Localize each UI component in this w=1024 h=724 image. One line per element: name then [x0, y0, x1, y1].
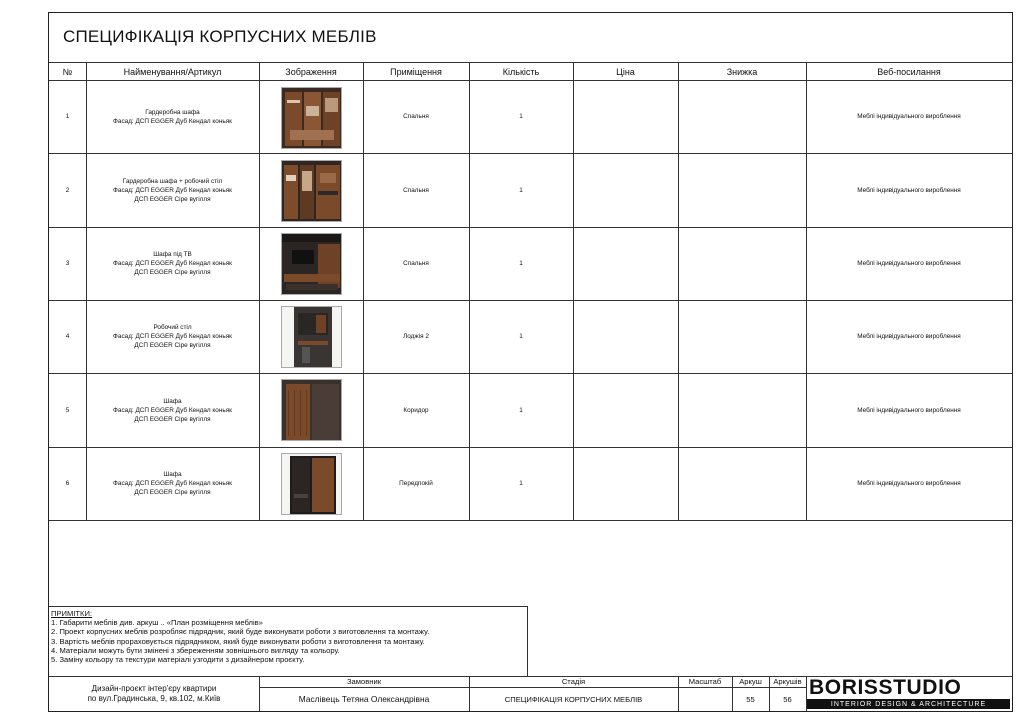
web-link: Меблі індивідуального вироблення — [857, 113, 961, 120]
item-title: Гардеробна шафа + робочий стіл — [122, 177, 223, 185]
quantity-value: 1 — [519, 480, 523, 487]
quantity-value: 1 — [519, 333, 523, 340]
item-material: ДСП EGGER Сіре вугілля — [134, 415, 211, 423]
hallway-cabinet-photo — [281, 453, 342, 515]
room-value: Коридор — [403, 406, 429, 414]
item-material: Фасад: ДСП EGGER Дуб Кендал коньяк — [113, 186, 232, 194]
note-item: 1. Габарити меблів див. аркуш .. «План розміщення меблів» — [51, 618, 263, 628]
row-number: 3 — [65, 260, 70, 267]
notes-title: ПРИМІТКИ: — [51, 609, 93, 618]
sheets-label: Аркушів — [773, 677, 802, 686]
col-line — [678, 62, 679, 520]
header-price: Ціна — [616, 66, 635, 77]
quantity-value: 1 — [519, 186, 523, 194]
web-link: Меблі індивідуального вироблення — [857, 406, 961, 414]
item-material: ДСП EGGER Сіре вугілля — [134, 195, 211, 203]
item-material: ДСП EGGER Сіре вугілля — [134, 489, 211, 496]
item-material: ДСП EGGER Сіре вугілля — [134, 342, 211, 349]
header-room: Приміщення — [390, 66, 442, 77]
item-material: ДСП EGGER Сіре вугілля — [134, 269, 211, 276]
wardrobe-desk-photo — [281, 160, 342, 222]
row-number: 5 — [65, 406, 70, 414]
client-value: Маслівець Тетяна Олександрівна — [298, 694, 430, 704]
col-line — [573, 62, 574, 520]
header-name: Найменування/Артикул — [123, 66, 222, 77]
row-number: 6 — [65, 480, 70, 487]
room-value: Спальня — [403, 186, 429, 194]
room-value: Передпокій — [399, 480, 433, 487]
page-title: СПЕЦИФІКАЦІЯ КОРПУСНИХ МЕБЛІВ — [63, 27, 377, 46]
item-title: Шафа під ТВ — [153, 251, 192, 258]
header-quantity: Кількість — [502, 66, 540, 77]
sheets-value: 56 — [783, 694, 792, 704]
tv-cabinet-photo — [281, 233, 342, 295]
room-value: Лоджія 2 — [403, 333, 429, 340]
item-material: Фасад: ДСП EGGER Дуб Кендал коньяк — [113, 333, 232, 340]
note-item: 4. Матеріали можуть бути змінені з збереженням зовнішнього вигляду та кольору. — [51, 645, 340, 655]
row-number: 2 — [65, 186, 70, 194]
stage-label: Стадія — [561, 677, 586, 686]
wardrobe-photo — [281, 87, 342, 149]
spec-sheet — [48, 12, 1013, 712]
item-title: Шафа — [163, 397, 182, 405]
notes — [51, 609, 429, 664]
item-material: Фасад: ДСП EGGER Дуб Кендал коньяк — [113, 480, 232, 487]
note-item: 5. Заміну кольору та текстури матеріалі узгодити з дизайнером проєкту. — [51, 655, 305, 665]
item-name — [86, 153, 259, 227]
item-title: Гардеробна шафа — [145, 108, 200, 116]
quantity-value: 1 — [519, 406, 523, 414]
desk-photo — [281, 306, 342, 368]
scale-label: Масштаб — [688, 677, 722, 686]
item-title: Робочий стіл — [153, 324, 192, 331]
item-name — [86, 80, 259, 153]
item-material: Фасад: ДСП EGGER Дуб Кендал коньяк — [113, 260, 232, 267]
project-line: Дизайн-проєкт інтер'єру квартири — [91, 684, 217, 693]
header-image: Зображення — [285, 66, 337, 77]
row-number: 1 — [65, 113, 70, 120]
header-number: № — [62, 66, 73, 77]
web-link: Меблі індивідуального вироблення — [857, 186, 961, 194]
web-link: Меблі індивідуального вироблення — [857, 333, 961, 340]
quantity-value: 1 — [519, 113, 523, 120]
project-line: по вул.Градинська, 9, кв.102, м.Київ — [87, 694, 221, 703]
sheet-value: 55 — [746, 694, 755, 704]
logo-name: BORISSTUDIO — [809, 676, 962, 699]
note-item: 2. Проект корпусних меблів розробляє підрядник, який буде виконувати роботи з виготовлення та монтажу. — [51, 627, 430, 637]
quantity-value: 1 — [519, 260, 523, 267]
item-title: Шафа — [163, 471, 182, 478]
web-link: Меблі індивідуального вироблення — [857, 260, 961, 267]
item-material: Фасад: ДСП EGGER Дуб Кендал коньяк — [113, 406, 232, 414]
logo-tagline: INTERIOR DESIGN & ARCHITECTURE — [807, 699, 1010, 709]
item-material: Фасад: ДСП EGGER Дуб Кендал коньяк — [113, 117, 232, 125]
note-item: 3. Вартість меблів прораховується підрядником, який буде виконувати роботи з виготовлення та монтажу. — [51, 636, 425, 646]
item-name — [86, 373, 259, 447]
company-logo — [807, 677, 1010, 709]
web-link: Меблі індивідуального вироблення — [857, 480, 961, 487]
client-label: Замовник — [346, 677, 382, 686]
project-address — [49, 681, 259, 707]
scale-value — [678, 687, 732, 711]
sheet-label: Аркуш — [739, 677, 762, 686]
room-value: Спальня — [403, 260, 429, 267]
stage-value: СПЕЦИФІКАЦІЯ КОРПУСНИХ МЕБЛІВ — [504, 694, 643, 704]
corridor-cabinet-photo — [281, 379, 342, 441]
item-name — [86, 447, 259, 520]
item-name — [86, 227, 259, 300]
header-discount: Знижка — [726, 66, 758, 77]
item-name — [86, 300, 259, 373]
row-number: 4 — [65, 333, 70, 340]
col-line — [259, 62, 260, 520]
row-line — [49, 520, 1012, 521]
header-web-link: Веб-посилання — [877, 66, 941, 77]
room-value: Спальня — [403, 113, 429, 120]
